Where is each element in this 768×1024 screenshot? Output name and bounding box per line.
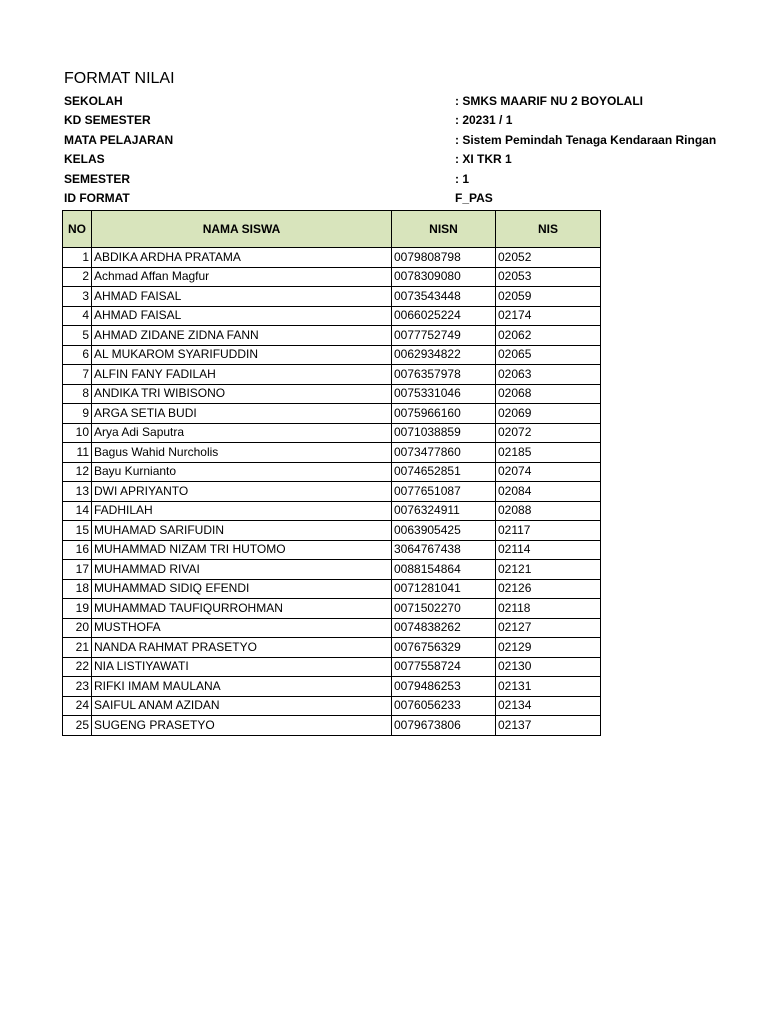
cell-nis[interactable]: 02065 bbox=[496, 345, 601, 365]
cell-nis[interactable]: 02059 bbox=[496, 287, 601, 307]
meta-row-semester bbox=[64, 172, 604, 191]
cell-nisn[interactable]: 0073543448 bbox=[392, 287, 496, 307]
cell-name[interactable]: MUHAMMAD NIZAM TRI HUTOMO bbox=[92, 540, 392, 560]
cell-no[interactable]: 23 bbox=[63, 677, 92, 697]
table-header-row bbox=[63, 211, 601, 248]
table-row bbox=[63, 521, 601, 541]
cell-nisn[interactable]: 0076357978 bbox=[392, 365, 496, 385]
cell-nisn[interactable]: 0077558724 bbox=[392, 657, 496, 677]
meta-value: : 1 bbox=[455, 172, 470, 186]
cell-no[interactable]: 7 bbox=[63, 365, 92, 385]
cell-name[interactable]: SAIFUL ANAM AZIDAN bbox=[92, 696, 392, 716]
cell-no[interactable]: 14 bbox=[63, 501, 92, 521]
cell-name[interactable]: NIA LISTIYAWATI bbox=[92, 657, 392, 677]
table-row bbox=[63, 638, 601, 658]
meta-label: KD SEMESTER bbox=[64, 113, 151, 127]
cell-nisn[interactable]: 0077651087 bbox=[392, 482, 496, 502]
cell-no[interactable]: 25 bbox=[63, 716, 92, 736]
cell-nisn[interactable]: 0074838262 bbox=[392, 618, 496, 638]
table-row bbox=[63, 618, 601, 638]
cell-nis[interactable]: 02114 bbox=[496, 540, 601, 560]
cell-nis[interactable]: 02052 bbox=[496, 248, 601, 268]
table-row bbox=[63, 365, 601, 385]
cell-no[interactable]: 24 bbox=[63, 696, 92, 716]
cell-nisn[interactable]: 0075966160 bbox=[392, 404, 496, 424]
cell-no[interactable]: 1 bbox=[63, 248, 92, 268]
meta-label: SEKOLAH bbox=[64, 94, 123, 108]
cell-nisn[interactable]: 0077752749 bbox=[392, 326, 496, 346]
table-row bbox=[63, 716, 601, 736]
cell-nisn[interactable]: 0079486253 bbox=[392, 677, 496, 697]
cell-no[interactable]: 9 bbox=[63, 404, 92, 424]
cell-name[interactable]: ARGA SETIA BUDI bbox=[92, 404, 392, 424]
cell-nisn[interactable]: 0063905425 bbox=[392, 521, 496, 541]
meta-value: F_PAS bbox=[455, 191, 493, 205]
table-row bbox=[63, 540, 601, 560]
cell-name[interactable]: Bagus Wahid Nurcholis bbox=[92, 443, 392, 463]
cell-name[interactable]: AHMAD FAISAL bbox=[92, 287, 392, 307]
cell-nis[interactable]: 02118 bbox=[496, 599, 601, 619]
cell-no[interactable]: 8 bbox=[63, 384, 92, 404]
cell-no[interactable]: 12 bbox=[63, 462, 92, 482]
cell-no[interactable]: 4 bbox=[63, 306, 92, 326]
meta-value: : XI TKR 1 bbox=[455, 152, 512, 166]
table-row bbox=[63, 384, 601, 404]
cell-no[interactable]: 10 bbox=[63, 423, 92, 443]
cell-name[interactable]: AHMAD ZIDANE ZIDNA FANN bbox=[92, 326, 392, 346]
cell-nisn[interactable]: 0079673806 bbox=[392, 716, 496, 736]
cell-nisn[interactable]: 0076056233 bbox=[392, 696, 496, 716]
column-header-nisn: NISN bbox=[392, 211, 496, 248]
cell-nis[interactable]: 02185 bbox=[496, 443, 601, 463]
column-header-nis: NIS bbox=[496, 211, 601, 248]
cell-no[interactable]: 11 bbox=[63, 443, 92, 463]
cell-nis[interactable]: 02129 bbox=[496, 638, 601, 658]
table-row bbox=[63, 443, 601, 463]
cell-name[interactable]: ANDIKA TRI WIBISONO bbox=[92, 384, 392, 404]
table-row bbox=[63, 677, 601, 697]
table-row bbox=[63, 560, 601, 580]
cell-nis[interactable]: 02063 bbox=[496, 365, 601, 385]
table-row bbox=[63, 306, 601, 326]
table-row bbox=[63, 248, 601, 268]
cell-nis[interactable]: 02069 bbox=[496, 404, 601, 424]
cell-nisn[interactable]: 0076756329 bbox=[392, 638, 496, 658]
meta-row-kd-semester bbox=[64, 113, 604, 132]
cell-name[interactable]: MUHAMMAD SIDIQ EFENDI bbox=[92, 579, 392, 599]
cell-no[interactable]: 16 bbox=[63, 540, 92, 560]
table-row bbox=[63, 462, 601, 482]
cell-nis[interactable]: 02127 bbox=[496, 618, 601, 638]
cell-nis[interactable]: 02088 bbox=[496, 501, 601, 521]
cell-no[interactable]: 22 bbox=[63, 657, 92, 677]
cell-no[interactable]: 5 bbox=[63, 326, 92, 346]
cell-nisn[interactable]: 0066025224 bbox=[392, 306, 496, 326]
cell-no[interactable]: 3 bbox=[63, 287, 92, 307]
cell-nis[interactable]: 02130 bbox=[496, 657, 601, 677]
cell-name[interactable]: RIFKI IMAM MAULANA bbox=[92, 677, 392, 697]
column-header-name: NAMA SISWA bbox=[92, 211, 392, 248]
cell-nisn[interactable]: 0073477860 bbox=[392, 443, 496, 463]
cell-no[interactable]: 18 bbox=[63, 579, 92, 599]
cell-nis[interactable]: 02062 bbox=[496, 326, 601, 346]
cell-nis[interactable]: 02131 bbox=[496, 677, 601, 697]
table-row bbox=[63, 696, 601, 716]
meta-row-subject bbox=[64, 133, 717, 152]
cell-nisn[interactable]: 0075331046 bbox=[392, 384, 496, 404]
meta-value: : SMKS MAARIF NU 2 BOYOLALI bbox=[455, 94, 643, 108]
cell-name[interactable]: AL MUKAROM SYARIFUDDIN bbox=[92, 345, 392, 365]
cell-nis[interactable]: 02072 bbox=[496, 423, 601, 443]
cell-name[interactable]: Achmad Affan Magfur bbox=[92, 267, 392, 287]
table-row bbox=[63, 345, 601, 365]
table-row bbox=[63, 326, 601, 346]
cell-nis[interactable]: 02126 bbox=[496, 579, 601, 599]
cell-no[interactable]: 17 bbox=[63, 560, 92, 580]
cell-nisn[interactable]: 0078309080 bbox=[392, 267, 496, 287]
cell-nisn[interactable]: 3064767438 bbox=[392, 540, 496, 560]
meta-value: : Sistem Pemindah Tenaga Kendaraan Ringan bbox=[455, 133, 717, 147]
table-row bbox=[63, 423, 601, 443]
cell-nis[interactable]: 02137 bbox=[496, 716, 601, 736]
table-row bbox=[63, 287, 601, 307]
table-row bbox=[63, 657, 601, 677]
cell-nisn[interactable]: 0074652851 bbox=[392, 462, 496, 482]
cell-no[interactable]: 2 bbox=[63, 267, 92, 287]
cell-nisn[interactable]: 0071281041 bbox=[392, 579, 496, 599]
cell-nis[interactable]: 02068 bbox=[496, 384, 601, 404]
cell-no[interactable]: 6 bbox=[63, 345, 92, 365]
cell-no[interactable]: 15 bbox=[63, 521, 92, 541]
cell-name[interactable]: ABDIKA ARDHA PRATAMA bbox=[92, 248, 392, 268]
cell-name[interactable]: FADHILAH bbox=[92, 501, 392, 521]
cell-nis[interactable]: 02121 bbox=[496, 560, 601, 580]
cell-nis[interactable]: 02053 bbox=[496, 267, 601, 287]
table-row bbox=[63, 599, 601, 619]
cell-nisn[interactable]: 0076324911 bbox=[392, 501, 496, 521]
table-row bbox=[63, 579, 601, 599]
cell-name[interactable]: MUHAMMAD TAUFIQURROHMAN bbox=[92, 599, 392, 619]
cell-name[interactable]: MUHAMMAD RIVAI bbox=[92, 560, 392, 580]
cell-nis[interactable]: 02174 bbox=[496, 306, 601, 326]
table-row bbox=[63, 404, 601, 424]
cell-no[interactable]: 20 bbox=[63, 618, 92, 638]
table-body bbox=[63, 248, 601, 736]
cell-name[interactable]: AHMAD FAISAL bbox=[92, 306, 392, 326]
cell-name[interactable]: Arya Adi Saputra bbox=[92, 423, 392, 443]
cell-no[interactable]: 19 bbox=[63, 599, 92, 619]
cell-name[interactable]: DWI APRIYANTO bbox=[92, 482, 392, 502]
cell-name[interactable]: MUSTHOFA bbox=[92, 618, 392, 638]
cell-nis[interactable]: 02134 bbox=[496, 696, 601, 716]
cell-no[interactable]: 21 bbox=[63, 638, 92, 658]
cell-name[interactable]: ALFIN FANY FADILAH bbox=[92, 365, 392, 385]
table-row bbox=[63, 501, 601, 521]
column-header-no: NO bbox=[63, 211, 92, 248]
cell-nisn[interactable]: 0071038859 bbox=[392, 423, 496, 443]
cell-nisn[interactable]: 0079808798 bbox=[392, 248, 496, 268]
meta-label: MATA PELAJARAN bbox=[64, 133, 174, 147]
table-row bbox=[63, 267, 601, 287]
cell-name[interactable]: NANDA RAHMAT PRASETYO bbox=[92, 638, 392, 658]
cell-nisn[interactable]: 0071502270 bbox=[392, 599, 496, 619]
cell-nis[interactable]: 02074 bbox=[496, 462, 601, 482]
student-table bbox=[62, 210, 601, 736]
cell-name[interactable]: MUHAMAD SARIFUDIN bbox=[92, 521, 392, 541]
cell-nisn[interactable]: 0088154864 bbox=[392, 560, 496, 580]
meta-value: : 20231 / 1 bbox=[455, 113, 513, 127]
cell-name[interactable]: SUGENG PRASETYO bbox=[92, 716, 392, 736]
meta-row-format-id bbox=[64, 191, 604, 210]
cell-no[interactable]: 13 bbox=[63, 482, 92, 502]
meta-label: ID FORMAT bbox=[64, 191, 130, 205]
meta-row-class bbox=[64, 152, 604, 171]
cell-name[interactable]: Bayu Kurnianto bbox=[92, 462, 392, 482]
cell-nisn[interactable]: 0062934822 bbox=[392, 345, 496, 365]
meta-label: KELAS bbox=[64, 152, 105, 166]
cell-nis[interactable]: 02084 bbox=[496, 482, 601, 502]
page-title: FORMAT NILAI bbox=[64, 70, 175, 87]
meta-row-school bbox=[64, 94, 643, 113]
table-row bbox=[63, 482, 601, 502]
meta-label: SEMESTER bbox=[64, 172, 131, 186]
cell-nis[interactable]: 02117 bbox=[496, 521, 601, 541]
